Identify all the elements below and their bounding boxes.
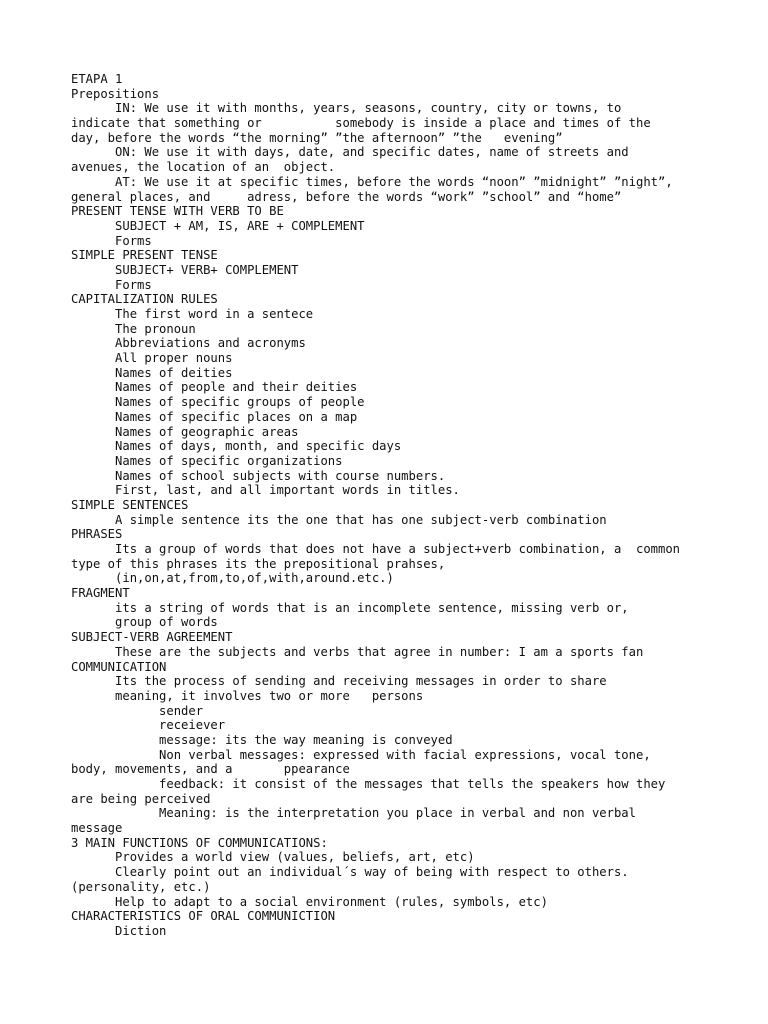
text-line: The pronoun bbox=[71, 321, 196, 336]
text-line: Diction bbox=[71, 923, 167, 938]
text-line: Names of specific places on a map bbox=[71, 409, 358, 424]
text-line: Abbreviations and acronyms bbox=[71, 336, 306, 351]
document-body bbox=[71, 72, 711, 939]
text-line: SIMPLE SENTENCES bbox=[71, 497, 189, 512]
text-line: indicate that something or somebody is inside a place and times of the bbox=[71, 116, 651, 131]
text-line: A simple sentence its the one that has one subject-verb combination bbox=[71, 512, 607, 527]
text-line: its a string of words that is an incomplete sentence, missing verb or, bbox=[71, 600, 629, 615]
text-line: Clearly point out an individual´s way of being with respect to others. bbox=[71, 865, 629, 880]
text-line: CHARACTERISTICS OF ORAL COMMUNICTION bbox=[71, 909, 336, 924]
text-line: message: its the way meaning is conveyed bbox=[71, 732, 453, 747]
text-line: These are the subjects and verbs that agree in number: I am a sports fan bbox=[71, 644, 644, 659]
text-line: feedback: it consist of the messages that tells the speakers how they bbox=[71, 777, 666, 791]
text-line: Names of specific organizations bbox=[71, 453, 343, 468]
text-line: Names of geographic areas bbox=[71, 424, 299, 439]
text-line: Names of deities bbox=[71, 365, 233, 380]
text-line: Help to adapt to a social environment (rules, symbols, etc) bbox=[71, 894, 548, 909]
text-line: Names of days, month, and specific days bbox=[71, 439, 402, 454]
text-line: AT: We use it at specific times, before the words “noon” ”midnight” ”night”, bbox=[71, 174, 673, 189]
text-line: body, movements, and a ppearance bbox=[71, 762, 350, 777]
text-line: ETAPA 1 bbox=[71, 72, 123, 86]
text-line: message bbox=[71, 821, 123, 836]
text-line: (in,on,at,from,to,of,with,around.etc.) bbox=[71, 571, 394, 586]
text-line: PRESENT TENSE WITH VERB TO BE bbox=[71, 204, 284, 219]
text-line: Names of people and their deities bbox=[71, 380, 358, 395]
text-line: are being perceived bbox=[71, 791, 211, 806]
text-line: IN: We use it with months, years, seasons, country, city or towns, to bbox=[71, 101, 622, 116]
text-line: SUBJECT+ VERB+ COMPLEMENT bbox=[71, 262, 299, 277]
text-line: Prepositions bbox=[71, 86, 160, 101]
text-line: 3 MAIN FUNCTIONS OF COMMUNICATIONS: bbox=[71, 835, 328, 850]
text-line: SIMPLE PRESENT TENSE bbox=[71, 248, 218, 263]
text-line: The first word in a sentece bbox=[71, 307, 314, 321]
text-line: type of this phrases its the prepositional prahses, bbox=[71, 556, 446, 571]
text-line: ON: We use it with days, date, and specific dates, name of streets and bbox=[71, 145, 629, 160]
text-line: First, last, and all important words in titles. bbox=[71, 483, 460, 498]
text-line: Meaning: is the interpretation you place in verbal and non verbal bbox=[71, 806, 636, 821]
text-line: Names of school subjects with course numbers. bbox=[71, 468, 446, 483]
text-line: sender bbox=[71, 703, 204, 718]
text-line: (personality, etc.) bbox=[71, 879, 211, 894]
text-line: Forms bbox=[71, 233, 152, 248]
text-line: Forms bbox=[71, 277, 152, 292]
text-line: CAPITALIZATION RULES bbox=[71, 292, 218, 307]
text-line: FRAGMENT bbox=[71, 586, 130, 601]
text-line: Names of specific groups of people bbox=[71, 395, 365, 410]
text-line: SUBJECT-VERB AGREEMENT bbox=[71, 630, 233, 645]
text-line: All proper nouns bbox=[71, 351, 233, 366]
text-line: receiever bbox=[71, 718, 226, 733]
text-line: COMMUNICATION bbox=[71, 659, 167, 674]
text-line: Non verbal messages: expressed with facial expressions, vocal tone, bbox=[71, 747, 651, 762]
text-line: SUBJECT + AM, IS, ARE + COMPLEMENT bbox=[71, 218, 365, 233]
text-line: Provides a world view (values, beliefs, art, etc) bbox=[71, 850, 475, 865]
text-line: Its the process of sending and receiving messages in order to share bbox=[71, 674, 607, 689]
text-line: Its a group of words that does not have a subject+verb combination, a common bbox=[71, 542, 681, 556]
text-line: general places, and adress, before the words “work” ”school” and “home” bbox=[71, 189, 622, 204]
text-line: avenues, the location of an object. bbox=[71, 160, 336, 175]
text-line: meaning, it involves two or more persons bbox=[71, 688, 424, 703]
text-line: group of words bbox=[71, 615, 218, 630]
text-line: PHRASES bbox=[71, 527, 123, 542]
text-line: day, before the words “the morning” ”the afternoon” ”the evening” bbox=[71, 130, 563, 145]
